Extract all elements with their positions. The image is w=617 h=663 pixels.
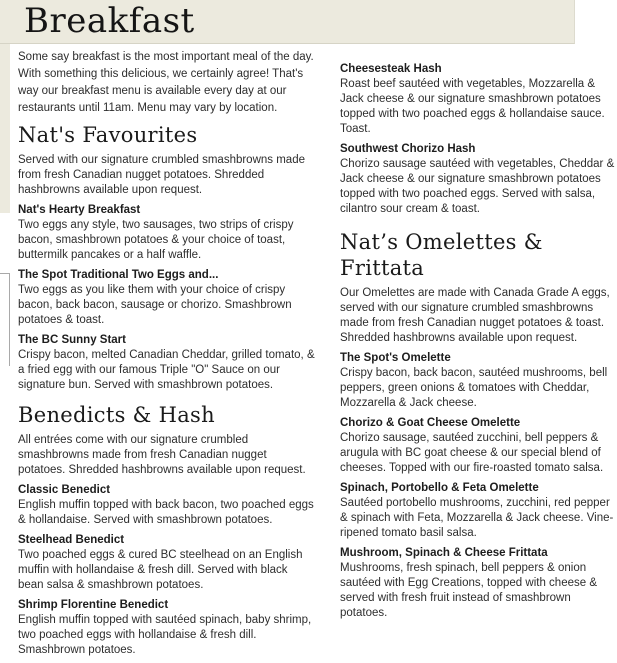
menu-item-desc: Crispy bacon, melted Canadian Cheddar, grilled tomato, & a fried egg with our famous Triple "O" Sauce on our signature bun. Served with smashbrown potatoes. [18, 349, 315, 391]
menu-item-shrimp-florentine-benedict [18, 598, 316, 658]
menu-item-desc: Chorizo sausage, sautéed zucchini, bell peppers & arugula with BC goat cheese & our special blend of cheeses. Topped with our fire-roasted tomato salsa. [340, 432, 604, 474]
left-edge-band [0, 44, 10, 213]
menu-item-name: The Spot Traditional Two Eggs and... [18, 269, 219, 281]
menu-item-desc: Mushrooms, fresh spinach, bell peppers & onion sautéed with Egg Creations, topped with cheese & served with fresh fruit instead of smashbrown potatoes. [340, 562, 597, 619]
menu-item-name: Classic Benedict [18, 484, 111, 496]
menu-item-southwest-chorizo-hash [340, 142, 617, 217]
menu-item-desc: Sautéed portobello mushrooms, zucchini, red pepper & spinach with Feta, Mozzarella & Jack cheese. Vine-ripened tomato basil salsa. [340, 497, 614, 539]
menu-item-nats-hearty-breakfast [18, 203, 316, 263]
menu-item-desc: Crispy bacon, back bacon, sautéed mushrooms, bell peppers, green onions & tomatoes with Cheddar, Mozzarella & Jack cheese. [340, 367, 608, 409]
menu-item-desc: English muffin topped with back bacon, two poached eggs & hollandaise. Served with smashbrown potatoes. [18, 499, 314, 526]
menu-item-spot-traditional-two-eggs [18, 268, 316, 328]
menu-item-desc: Two eggs any style, two sausages, two strips of crispy bacon, smashbrown potatoes & your choice of toast, buttermilk pancakes or a half waffle. [18, 219, 294, 261]
menu-item-bc-sunny-start [18, 333, 316, 393]
menu-item-spinach-portobello-feta-omelette [340, 481, 617, 541]
page-edge-line-vertical [9, 273, 10, 366]
page-title: Breakfast [24, 1, 195, 41]
section-note: All entrées come with our signature crumbled smashbrowns made from fresh Canadian nugget potatoes. Shredded hashbrowns available upon request. [18, 434, 306, 476]
menu-item-desc: Two eggs as you like them with your choice of crispy bacon, back bacon, sausage or chorizo. Smashbrown potatoes & toast. [18, 284, 292, 326]
section-heading-nats-favourites: Nat's Favourites [18, 123, 198, 147]
section-heading-nats-omelettes-frittata: Nat’s Omelettes & Frittata [340, 230, 543, 280]
menu-item-steelhead-benedict [18, 533, 316, 593]
menu-item-name: Nat's Hearty Breakfast [18, 204, 141, 216]
intro-paragraph: Some say breakfast is the most important meal of the day. With something this delicious, we certainly agree! That's way our breakfast menu is available every day at our restaurants until 11am. Menu may vary by location. [18, 51, 314, 114]
menu-item-desc: Roast beef sautéed with vegetables, Mozzarella & Jack cheese & our signature smashbrown potatoes topped with two poached eggs & hollandaise sauce. Toast. [340, 78, 605, 135]
menu-item-desc: Two poached eggs & cured BC steelhead on an English muffin with hollandaise & fresh dill. Served with black bean salsa & smashbrown potatoes. [18, 549, 303, 591]
menu-item-name: Chorizo & Goat Cheese Omelette [340, 417, 521, 429]
section-note: Served with our signature crumbled smashbrowns made from fresh Canadian nugget potatoes. Shredded hashbrowns available upon request. [18, 154, 305, 196]
menu-item-name: Shrimp Florentine Benedict [18, 599, 169, 611]
menu-item-name: The BC Sunny Start [18, 334, 126, 346]
menu-item-classic-benedict [18, 483, 316, 528]
menu-item-chorizo-goat-cheese-omelette [340, 416, 617, 476]
menu-column-right [340, 62, 617, 626]
menu-item-name: Cheesesteak Hash [340, 63, 442, 75]
section-heading-benedicts-hash: Benedicts & Hash [18, 403, 215, 427]
menu-item-name: Southwest Chorizo Hash [340, 143, 476, 155]
menu-item-name: Spinach, Portobello & Feta Omelette [340, 482, 539, 494]
menu-item-cheesesteak-hash [340, 62, 617, 137]
menu-item-desc: Chorizo sausage sautéed with vegetables, Cheddar & Jack cheese & our signature smashbrown potatoes topped with two poached eggs. Served with salsa, cilantro sour cream & toast. [340, 158, 615, 215]
menu-item-spots-omelette [340, 351, 617, 411]
menu-item-name: The Spot's Omelette [340, 352, 451, 364]
menu-item-mushroom-spinach-cheese-frittata [340, 546, 617, 621]
menu-item-name: Mushroom, Spinach & Cheese Frittata [340, 547, 548, 559]
section-note: Our Omelettes are made with Canada Grade A eggs, served with our signature crumbled smashbrowns made from fresh Canadian nugget potatoes & toast. Shredded hashbrowns available upon request. [340, 287, 610, 344]
page-edge-line-horizontal [0, 273, 9, 274]
menu-item-name: Steelhead Benedict [18, 534, 125, 546]
menu-column-left [18, 49, 316, 663]
menu-item-desc: English muffin topped with sautéed spinach, baby shrimp, two poached eggs with hollandaise & fresh dill. Smashbrown potatoes. [18, 614, 312, 656]
